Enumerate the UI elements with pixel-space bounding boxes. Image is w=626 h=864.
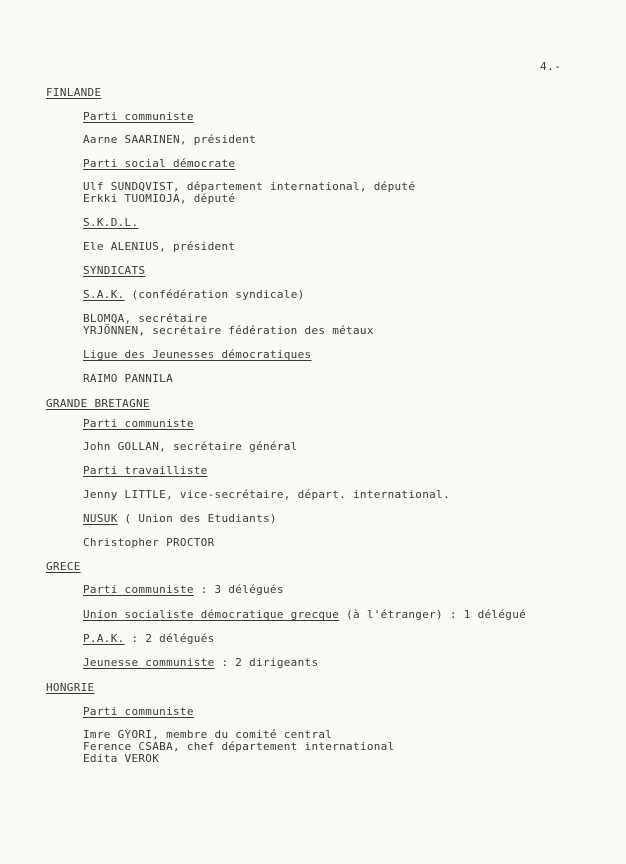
person-text: Aarne SAARINEN, président [83,133,257,146]
country-text: HONGRIE [46,681,95,694]
country-heading [46,398,150,410]
person-text: RAIMO PANNILA [83,372,173,385]
country-heading [46,682,94,694]
organization-heading [83,265,145,277]
org-text: Jeunesse communiste [83,656,215,669]
person-text: John GOLLAN, secrétaire général [83,440,298,453]
org-suffix: ( Union des Etudiants) [117,512,277,525]
organization-heading [83,706,194,718]
organization-heading [83,111,194,123]
person-entry [83,373,173,385]
person-text: Jenny LITTLE, vice-secrétaire, départ. international. [83,488,450,501]
organization-heading [83,465,208,477]
person-text: Christopher PROCTOR [83,536,215,549]
country-text: GRECE [46,560,81,573]
person-entry [83,241,235,253]
org-suffix: : 2 dirigeants [214,656,319,669]
organization-heading [83,158,235,170]
org-text: Parti social démocrate [83,157,236,170]
person-text: Ele ALENIUS, président [83,240,236,253]
org-text: S.K.D.L. [83,216,139,229]
org-text: Parti communiste [83,110,194,123]
org-text: Parti travailliste [83,464,208,477]
page-number: 4.- [540,60,562,73]
organization-heading [83,633,215,645]
person-entry [83,489,450,501]
country-heading [46,87,101,99]
person-text: Erkki TUOMIOJA, député [83,192,236,205]
person-entry [83,193,235,205]
person-text: Ference CSABA, chef département international [83,740,395,753]
org-suffix: (confédération syndicale) [124,288,305,301]
person-entry [83,325,374,337]
organization-heading [83,513,277,525]
organization-heading [83,657,318,669]
country-text: FINLANDE [46,86,102,99]
person-entry [83,441,298,453]
organization-heading [83,217,138,229]
person-text: Imre GYORI, membre du comité central [83,728,333,741]
org-suffix: : 3 délégués [193,583,284,596]
org-text: Parti communiste [83,417,194,430]
org-text: NUSUK [83,512,118,525]
organization-heading [83,584,284,596]
org-suffix: : 2 délégués [124,632,215,645]
organization-heading [83,418,194,430]
org-text: S.A.K. [83,288,125,301]
org-text: Union socialiste démocratique grecque [83,608,340,621]
organization-heading [83,289,305,301]
person-text: YRJÖNNEN, secrétaire fédération des métaux [83,324,374,337]
person-entry [83,134,256,146]
person-text: BLOMQA, secrétaire [83,312,208,325]
person-entry [83,753,159,765]
org-suffix: (à l'étranger) : 1 délégué [339,608,527,621]
country-text: GRANDE BRETAGNE [46,397,150,410]
organization-heading [83,609,526,621]
org-text: SYNDICATS [83,264,146,277]
country-heading [46,561,81,573]
org-text: Ligue des Jeunesses démocratiques [83,348,312,361]
person-text: Edita VEROK [83,752,160,765]
org-text: Parti communiste [83,705,194,718]
organization-heading [83,349,311,361]
org-text: P.A.K. [83,632,125,645]
person-entry [83,537,215,549]
person-text: Ulf SUNDQVIST, département international, député [83,180,416,193]
org-text: Parti communiste [83,583,194,596]
